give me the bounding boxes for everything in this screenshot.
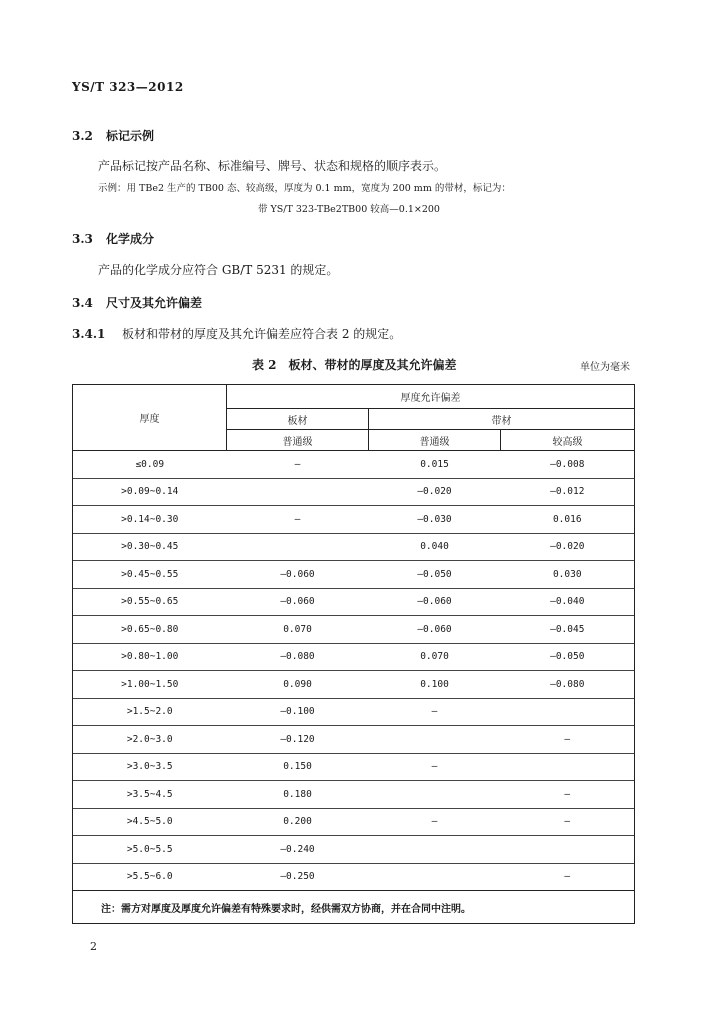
cell-plate-normal: —0.100	[280, 706, 315, 718]
cell-thickness: >0.80~1.00	[73, 643, 227, 671]
cell-thickness: >0.09~0.14	[73, 478, 227, 506]
cell-thickness: >3.0~3.5	[73, 753, 227, 781]
cell-plate-normal: 0.180	[283, 788, 312, 800]
header-tolerance: 厚度允许偏差	[227, 385, 635, 409]
cell-strip-normal: —	[431, 816, 438, 828]
cell-thickness: >2.0~3.0	[73, 726, 227, 754]
table-row	[73, 643, 635, 671]
table-row	[73, 506, 635, 534]
standard-id-header: YS/T 323—2012	[72, 80, 184, 94]
cell-strip-higher: 0.016	[501, 506, 635, 534]
thickness-tolerance-table	[72, 384, 635, 924]
cell-thickness: >4.5~5.0	[73, 808, 227, 836]
cell-thickness: >0.55~0.65	[73, 588, 227, 616]
section-number: 3.2	[72, 129, 93, 143]
header-thickness: 厚度	[73, 385, 227, 451]
section-3-3-text: 产品的化学成分应符合 GB/T 5231 的规定。	[98, 263, 339, 277]
cell-plate-normal: —0.060	[280, 568, 315, 580]
cell-strip-normal: —	[431, 706, 438, 718]
header-strip: 带材	[369, 409, 635, 430]
cell-strip-normal: 0.070	[420, 651, 449, 663]
cell-plate-normal: —	[294, 458, 301, 470]
table-row	[73, 808, 635, 836]
cell-plate-normal: 0.150	[283, 761, 312, 773]
table-caption: 表 2 板材、带材的厚度及其允许偏差	[252, 358, 457, 372]
section-3-3-heading	[72, 230, 154, 247]
header-strip-higher: 较高级	[501, 430, 635, 451]
cell-strip-normal: 0.100	[420, 678, 449, 690]
cell-plate-normal: 0.200	[283, 816, 312, 828]
cell-thickness: >1.5~2.0	[73, 698, 227, 726]
header-plate: 板材	[227, 409, 369, 430]
section-3-4-1-text: 板材和带材的厚度及其允许偏差应符合表 2 的规定。	[122, 327, 402, 341]
cell-strip-higher: —0.008	[501, 451, 635, 479]
cell-strip-normal: 0.015	[420, 458, 449, 470]
cell-strip-higher	[501, 836, 635, 864]
cell-strip-normal	[369, 781, 501, 809]
section-title: 化学成分	[106, 232, 155, 246]
header-strip-normal: 普通级	[369, 430, 501, 451]
cell-strip-higher	[501, 753, 635, 781]
cell-strip-higher: —0.020	[501, 533, 635, 561]
cell-plate-normal: —0.080	[280, 651, 315, 663]
cell-thickness: >0.14~0.30	[73, 506, 227, 534]
cell-strip-higher: —	[501, 863, 635, 891]
table-row	[73, 451, 635, 479]
table-row	[73, 781, 635, 809]
cell-thickness: >0.45~0.55	[73, 561, 227, 589]
cell-thickness: >0.65~0.80	[73, 616, 227, 644]
cell-strip-higher: —0.050	[501, 643, 635, 671]
cell-strip-higher: —0.045	[501, 616, 635, 644]
cell-strip-higher: —	[501, 726, 635, 754]
cell-strip-normal: —0.020	[417, 486, 452, 498]
cell-plate-normal: —0.240	[280, 843, 315, 855]
cell-thickness: >5.5~6.0	[73, 863, 227, 891]
table-row	[73, 698, 635, 726]
section-title: 尺寸及其允许偏差	[106, 296, 203, 310]
table-row	[73, 478, 635, 506]
table-row	[73, 616, 635, 644]
table-row	[73, 726, 635, 754]
cell-strip-normal: —0.060	[417, 623, 452, 635]
section-3-4-heading	[72, 294, 202, 311]
table-row	[73, 836, 635, 864]
table-row	[73, 753, 635, 781]
cell-strip-normal: —	[431, 761, 438, 773]
cell-thickness: >1.00~1.50	[73, 671, 227, 699]
section-number: 3.4	[72, 296, 93, 310]
cell-plate-normal	[227, 533, 369, 561]
cell-plate-normal: —	[294, 513, 301, 525]
section-number: 3.3	[72, 232, 93, 246]
cell-thickness: >3.5~4.5	[73, 781, 227, 809]
section-3-4-1-paragraph	[72, 325, 401, 342]
cell-strip-normal	[369, 726, 501, 754]
cell-strip-higher: —0.040	[501, 588, 635, 616]
cell-strip-higher	[501, 698, 635, 726]
table-row	[73, 561, 635, 589]
section-3-2-marking: 带 YS/T 323-TBe2TB00 较高—0.1×200	[258, 204, 440, 215]
cell-strip-normal	[369, 863, 501, 891]
cell-plate-normal	[227, 478, 369, 506]
table-unit: 单位为毫米	[580, 362, 630, 373]
cell-thickness: >0.30~0.45	[73, 533, 227, 561]
cell-strip-higher: 0.030	[501, 561, 635, 589]
table-note: 注：需方对厚度及厚度允许偏差有特殊要求时，经供需双方协商，并在合同中注明。	[73, 891, 635, 924]
cell-strip-normal: —0.060	[417, 596, 452, 608]
section-3-2-example: 示例：用 TBe2 生产的 TB00 态、较高级，厚度为 0.1 mm，宽度为 200 mm 的带材，标记为：	[98, 183, 511, 194]
table-row	[73, 671, 635, 699]
table-body	[73, 451, 635, 891]
section-title: 标记示例	[106, 129, 155, 143]
cell-plate-normal: 0.090	[283, 678, 312, 690]
page-number: 2	[90, 940, 97, 953]
table-row	[73, 588, 635, 616]
cell-strip-higher: —	[501, 808, 635, 836]
cell-strip-normal: —0.050	[417, 568, 452, 580]
cell-plate-normal: —0.060	[280, 596, 315, 608]
cell-plate-normal: —0.120	[280, 733, 315, 745]
cell-strip-higher: —	[501, 781, 635, 809]
cell-thickness: >5.0~5.5	[73, 836, 227, 864]
cell-plate-normal: —0.250	[280, 871, 315, 883]
header-plate-normal: 普通级	[227, 430, 369, 451]
table-row	[73, 533, 635, 561]
section-3-2-heading	[72, 127, 154, 144]
section-number: 3.4.1	[72, 327, 106, 341]
cell-plate-normal: 0.070	[283, 623, 312, 635]
cell-strip-normal: 0.040	[420, 541, 449, 553]
cell-strip-normal	[369, 836, 501, 864]
cell-strip-higher: —0.080	[501, 671, 635, 699]
section-3-2-text: 产品标记按产品名称、标准编号、牌号、状态和规格的顺序表示。	[98, 159, 447, 173]
cell-thickness: ≤0.09	[73, 451, 227, 479]
cell-strip-higher: —0.012	[501, 478, 635, 506]
cell-strip-normal: —0.030	[417, 513, 452, 525]
table-row	[73, 863, 635, 891]
